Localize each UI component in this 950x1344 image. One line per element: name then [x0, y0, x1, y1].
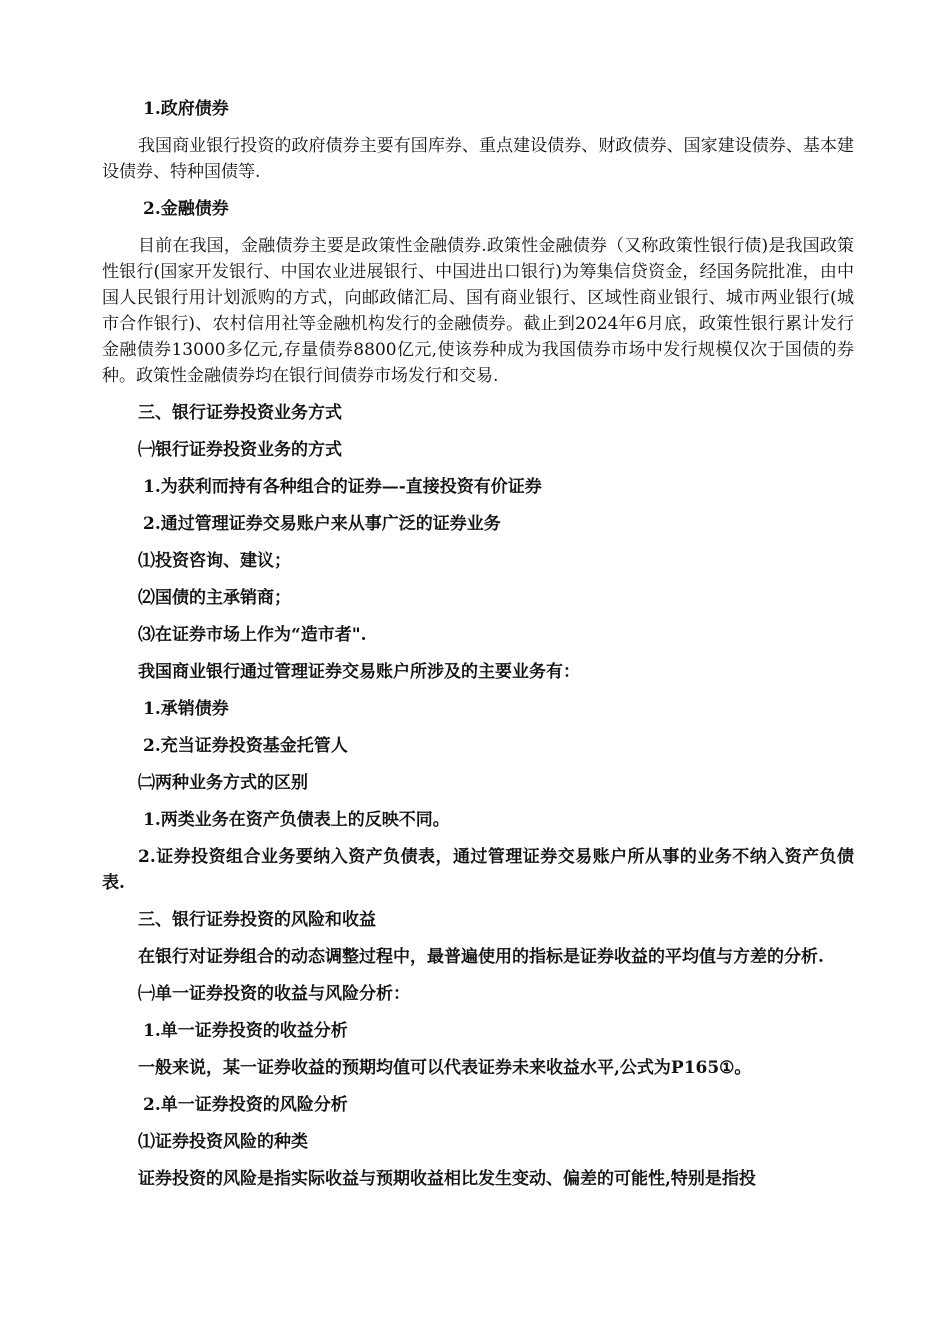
- section-heading-risk-return: 三、银行证券投资的风险和收益: [138, 910, 376, 930]
- paragraph-balance-sheet-inclusion: 2.证券投资组合业务要纳入资产负债表，通过管理证券交易账户所从事的业务不纳入资产负债表.: [102, 847, 854, 893]
- list-item-consulting: ⑴投资咨询、建议；: [138, 551, 291, 571]
- list-item-direct-investment: 1.为获利而持有各种组合的证券—-直接投资有价证券: [143, 477, 542, 497]
- section-heading-government-bonds: 1.政府债券: [143, 99, 229, 119]
- paragraph-financial-bonds: 目前在我国，金融债券主要是政策性金融债券.政策性金融债券（又称政策性银行债)是我国政策性银行(国家开发银行、中国农业进展银行、中国进出口银行)为筹集信贷资金，经国务院批准，由中国人民银行用计划派购的方式，向邮政储汇局、国有商业银行、区域性商业银行、城市两业银行(城市合作银行)、农村信用社等金融机构发行的金融债券。截止到2024年6月底，政策性银行累计发行金融债券13000多亿元,存量债券8800亿元,使该券种成为我国债券市场中发行规模仅次于国债的券种。政策性金融债券均在银行间债券市场发行和交易.: [102, 236, 854, 386]
- paragraph-main-businesses: 我国商业银行通过管理证券交易账户所涉及的主要业务有：: [138, 662, 580, 682]
- document-page: [102, 96, 854, 1203]
- list-item-risk-types: ⑴证券投资风险的种类: [138, 1132, 308, 1152]
- list-item-return-analysis: 1.单一证券投资的收益分析: [143, 1021, 348, 1041]
- section-heading-financial-bonds: 2.金融债券: [143, 199, 229, 219]
- list-item-underwriting: 1.承销债券: [143, 699, 229, 719]
- list-item-market-maker: ⑶在证券市场上作为“造市者".: [138, 625, 367, 645]
- list-item-fund-custodian: 2.充当证券投资基金托管人: [143, 736, 348, 756]
- paragraph-government-bonds: 我国商业银行投资的政府债券主要有国库券、重点建设债券、财政债券、国家建设债券、基本建设债券、特种国债等.: [102, 136, 854, 182]
- subsection-heading-methods: ㈠银行证券投资业务的方式: [138, 440, 342, 460]
- subsection-heading-differences: ㈡两种业务方式的区别: [138, 773, 308, 793]
- list-item-risk-analysis: 2.单一证券投资的风险分析: [143, 1095, 348, 1115]
- list-item-lead-underwriter: ⑵国债的主承销商；: [138, 588, 291, 608]
- paragraph-mean-variance: 在银行对证券组合的动态调整过程中，最普遍使用的指标是证券收益的平均值与方差的分析.: [138, 947, 824, 967]
- section-heading-investment-methods: 三、银行证券投资业务方式: [138, 403, 342, 423]
- subsection-heading-single-security: ㈠单一证券投资的收益与风险分析：: [138, 984, 410, 1004]
- list-item-trading-account: 2.通过管理证券交易账户来从事广泛的证券业务: [143, 514, 501, 534]
- paragraph-risk-definition: 证券投资的风险是指实际收益与预期收益相比发生变动、偏差的可能性,特别是指投: [138, 1169, 756, 1189]
- paragraph-expected-return: 一般来说，某一证券收益的预期均值可以代表证券未来收益水平,公式为P165①。: [138, 1058, 752, 1078]
- list-item-balance-sheet-difference: 1.两类业务在资产负债表上的反映不同。: [143, 810, 450, 830]
